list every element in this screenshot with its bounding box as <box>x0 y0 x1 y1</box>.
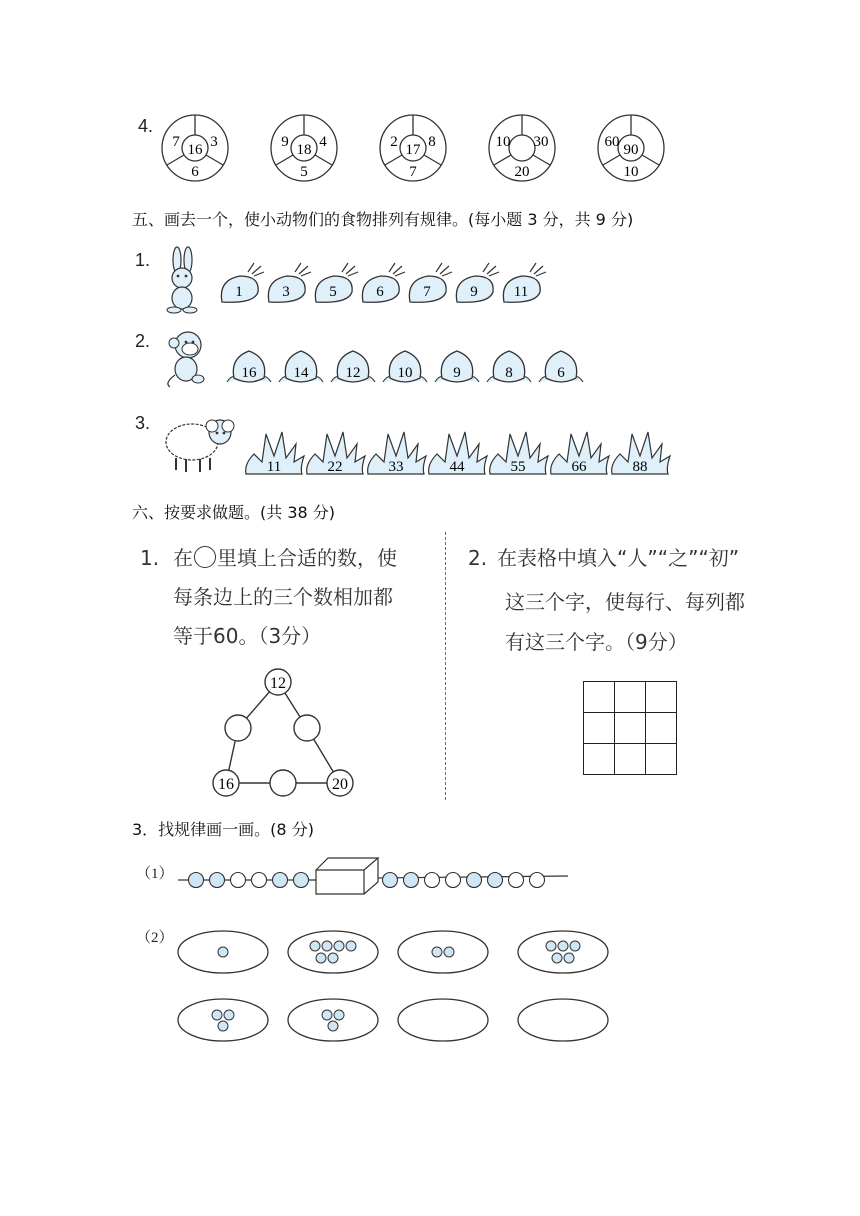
bead <box>509 873 524 888</box>
wheel-right-value: 3 <box>210 134 218 150</box>
number-triangle <box>210 665 360 800</box>
grid-cell[interactable] <box>584 744 615 775</box>
dot-oval <box>288 931 378 973</box>
wheel-center-value: 90 <box>623 142 639 158</box>
peach-row <box>226 348 596 390</box>
bead <box>488 873 503 888</box>
dot <box>444 947 454 957</box>
triangle-bottom-right-value: 20 <box>332 776 348 793</box>
section6-title: 六、按要求做题。(共 38 分) <box>132 503 336 522</box>
peach-number: 6 <box>557 365 565 381</box>
peach-number: 9 <box>453 365 461 381</box>
radish-icon[interactable] <box>409 263 452 302</box>
number-wheel <box>271 115 337 181</box>
bead <box>294 873 309 888</box>
dot <box>218 1021 228 1031</box>
s5-row2-label: 2. <box>135 331 151 351</box>
radish-icon[interactable] <box>503 263 546 302</box>
dot <box>218 947 228 957</box>
bead <box>189 873 204 888</box>
grass-icon[interactable] <box>368 432 426 475</box>
wheel-bottom-value: 7 <box>409 164 417 180</box>
number-wheel <box>380 115 446 181</box>
s6-q3-part1-label: （1） <box>136 866 174 882</box>
radish-number: 3 <box>282 284 290 300</box>
monkey-icon <box>160 327 210 389</box>
dot <box>322 1010 332 1020</box>
dot <box>316 953 326 963</box>
peach-number: 12 <box>345 365 361 381</box>
s6-q1-line2: 每条边上的三个数相加都 <box>173 585 393 609</box>
s6-q3-title: 3．找规律画一画。(8 分) <box>132 820 314 839</box>
dot <box>310 941 320 951</box>
radish-row <box>212 262 572 310</box>
s6-q2-number: 2. <box>468 546 488 570</box>
number-wheel <box>162 115 228 181</box>
bead <box>273 873 288 888</box>
dot-oval <box>178 931 268 973</box>
grass-number: 44 <box>449 459 465 475</box>
triangle-right-blank[interactable] <box>294 715 320 741</box>
triangle-bottom-blank[interactable] <box>270 770 296 796</box>
grass-icon[interactable] <box>429 432 487 475</box>
grass-number: 22 <box>327 459 343 475</box>
triangle-bottom-left-value: 16 <box>218 776 234 793</box>
number-wheels <box>160 108 700 188</box>
radish-number: 5 <box>329 284 337 300</box>
bead <box>425 873 440 888</box>
s6-q1-line1-start: 在 <box>173 546 193 570</box>
wheel-left-value: 7 <box>172 134 180 150</box>
s6-q3-part2-label: （2） <box>136 930 174 946</box>
dot <box>212 1010 222 1020</box>
wheel-bottom-value: 20 <box>514 164 530 180</box>
q4-label: 4. <box>138 116 154 136</box>
peach-icon[interactable] <box>279 351 323 382</box>
radish-number: 6 <box>376 284 384 300</box>
wheel-center-value: 16 <box>187 142 203 158</box>
radish-icon[interactable] <box>268 263 311 302</box>
radish-number: 9 <box>470 284 478 300</box>
grass-icon[interactable] <box>246 432 304 475</box>
bead <box>383 873 398 888</box>
s6-q1-number: 1. <box>140 546 160 570</box>
dot-ovals <box>172 920 622 1050</box>
s5-row1-label: 1. <box>135 250 151 270</box>
grid-cell[interactable] <box>615 682 646 713</box>
radish-number: 11 <box>513 284 529 300</box>
rabbit-icon <box>160 246 206 316</box>
dot <box>558 941 568 951</box>
number-wheel <box>489 115 555 181</box>
grass-icon[interactable] <box>490 432 548 475</box>
dot-oval[interactable] <box>518 999 608 1041</box>
grass-icon[interactable] <box>551 432 609 475</box>
triangle-top-value: 12 <box>270 675 286 692</box>
wheel-center-value: 18 <box>296 142 312 158</box>
grid-cell[interactable] <box>646 713 677 744</box>
bead <box>530 873 545 888</box>
dot <box>346 941 356 951</box>
wheel-left-value: 9 <box>281 134 289 150</box>
bead <box>210 873 225 888</box>
dot <box>328 953 338 963</box>
grass-number: 66 <box>571 459 587 475</box>
grass-icon[interactable] <box>612 432 670 475</box>
radish-number: 7 <box>423 284 431 300</box>
grass-number: 11 <box>266 459 282 475</box>
grass-number: 33 <box>388 459 404 475</box>
wheel-center-value: 17 <box>405 142 421 158</box>
dot <box>322 941 332 951</box>
dot <box>552 953 562 963</box>
grid-cell[interactable] <box>615 713 646 744</box>
wheel-left-value: 2 <box>390 134 398 150</box>
peach-number: 8 <box>505 365 513 381</box>
triangle-left-blank[interactable] <box>225 715 251 741</box>
dot-oval <box>178 999 268 1041</box>
dot-oval <box>288 999 378 1041</box>
peach-number: 10 <box>397 365 413 381</box>
column-divider <box>445 532 446 800</box>
s6-q1-line3: 等于60。（3分） <box>173 624 322 648</box>
wheel-right-value: 30 <box>533 134 549 150</box>
dot <box>564 953 574 963</box>
grass-number: 55 <box>510 459 526 475</box>
s6-q2-line3: 有这三个字。（9分） <box>505 630 688 654</box>
radish-number: 1 <box>235 284 243 300</box>
section5-title: 五、画去一个，使小动物们的食物排列有规律。(每小题 3 分，共 9 分) <box>132 210 634 229</box>
s6-q1-line1 <box>173 536 397 580</box>
wheel-bottom-value: 5 <box>300 164 308 180</box>
peach-icon[interactable] <box>331 351 375 382</box>
dot <box>432 947 442 957</box>
grass-row <box>244 428 684 478</box>
bead <box>446 873 461 888</box>
wheel-right-value: 8 <box>428 134 436 150</box>
grass-number: 88 <box>632 459 648 475</box>
bead <box>467 873 482 888</box>
dot <box>334 1010 344 1020</box>
box-icon <box>316 858 378 894</box>
grid-cell[interactable] <box>584 713 615 744</box>
wheel-bottom-value: 10 <box>623 164 639 180</box>
blank-circle-icon <box>194 546 216 568</box>
peach-icon[interactable] <box>487 351 531 382</box>
peach-icon[interactable] <box>539 351 583 382</box>
dot <box>334 941 344 951</box>
radish-icon[interactable] <box>362 263 405 302</box>
grid-cell[interactable] <box>615 744 646 775</box>
number-wheel <box>598 115 664 181</box>
grass-icon[interactable] <box>307 432 365 475</box>
wheel-bottom-value: 6 <box>191 164 199 180</box>
dot <box>328 1021 338 1031</box>
dot-oval <box>518 931 608 973</box>
grid-cell[interactable] <box>646 744 677 775</box>
s6-q2-line2: 这三个字，使每行、每列都 <box>505 590 745 614</box>
s5-row3-label: 3. <box>135 413 151 433</box>
word-grid <box>583 681 677 775</box>
dot <box>546 941 556 951</box>
radish-icon[interactable] <box>221 263 264 302</box>
grid-cell[interactable] <box>584 682 615 713</box>
dot-oval <box>398 931 488 973</box>
peach-icon[interactable] <box>227 351 271 382</box>
bead-string <box>176 850 576 900</box>
wheel-right-value: 4 <box>319 134 327 150</box>
bead <box>404 873 419 888</box>
s6-q2-line1: 在表格中填入“人”“之”“初” <box>497 546 740 570</box>
wheel-left-value: 60 <box>604 134 620 150</box>
peach-number: 16 <box>241 365 257 381</box>
dot <box>224 1010 234 1020</box>
radish-icon[interactable] <box>315 263 358 302</box>
peach-icon[interactable] <box>383 351 427 382</box>
dot <box>570 941 580 951</box>
sheep-icon <box>162 410 242 476</box>
radish-icon[interactable] <box>456 263 499 302</box>
bead <box>252 873 267 888</box>
bead <box>231 873 246 888</box>
dot-oval[interactable] <box>398 999 488 1041</box>
s6-q1-line1-end: 里填上合适的数，使 <box>217 546 397 570</box>
peach-icon[interactable] <box>435 351 479 382</box>
wheel-left-value: 10 <box>495 134 511 150</box>
grid-cell[interactable] <box>646 682 677 713</box>
peach-number: 14 <box>293 365 309 381</box>
